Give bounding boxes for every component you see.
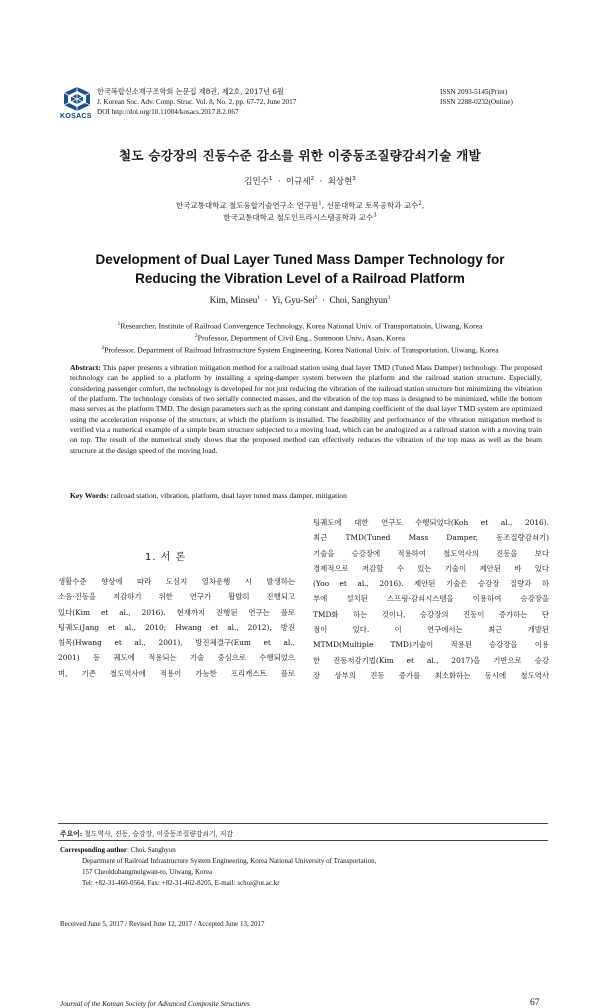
sup: 2 xyxy=(310,176,315,183)
separator: · xyxy=(319,177,323,187)
english-title xyxy=(0,250,600,288)
aff-text: Professor, Department of Railroad Infrastructure System Engineering, Korea National Univ. of Transportation, Uiwang, Korea xyxy=(104,345,499,355)
abstract xyxy=(70,363,542,456)
english-author-1: Kim, Minseu xyxy=(209,295,258,305)
footnote-divider xyxy=(58,840,548,841)
aff-text: Researcher, Institute of Railroad Convergence Technology, Korea National Univ. of Transportatioin, Uiwang, Korea xyxy=(120,321,483,331)
aff-text: 한국교통대학교 철도융합기술연구소 연구원 xyxy=(175,201,319,210)
body-line: 점이 있다. 이 연구에서는 최근 개발된 xyxy=(313,625,549,635)
aff-text: , 선문대학교 토목공학과 교수 xyxy=(321,201,419,210)
body-line: 팅궤도(Jang et al., 2010; Hwang et al., 2012), 방진 xyxy=(58,622,295,632)
english-affiliation-3 xyxy=(0,345,600,355)
sup: 2 xyxy=(314,295,318,301)
title-line-1: Development of Dual Layer Tuned Mass Damper Technology for xyxy=(95,252,505,267)
keywords xyxy=(70,491,542,500)
body-line: 있다(Kim et al., 2016). 현재까지 진행된 연구는 플로 xyxy=(58,607,295,617)
page-number: 67 xyxy=(530,998,540,1008)
sup: 1 xyxy=(268,176,273,183)
corr-label: Corresponding author xyxy=(60,846,127,854)
separator: · xyxy=(264,295,268,305)
body-line: (Yoo et al., 2016). 제안된 기술은 승강장 질량과 하 xyxy=(313,579,549,589)
journal-kor: 한국복합신소재구조학회 논문집 제8권, 제2호, 2017년 6월 xyxy=(97,87,284,96)
aff-text: , xyxy=(421,201,425,210)
journal-eng: J. Korean Soc. Adv. Comp. Struc. Vol. 8, No. 2, pp. 67-72, June 2017 xyxy=(97,98,297,106)
separator: · xyxy=(321,295,325,305)
footnote-divider xyxy=(58,823,548,824)
kosacs-logo-icon xyxy=(62,86,92,112)
body-line: 기술을 승강장에 적용하여 철도역사의 진동을 보다 xyxy=(313,548,549,558)
korean-affiliation-1 xyxy=(0,200,600,211)
korean-keywords-text: 철도역사, 진동, 승강장, 이중동조질량감쇠기, 저감 xyxy=(84,830,233,838)
body-line: 팅궤도에 대한 연구도 수행되었다(Koh et al., 2016). xyxy=(313,518,549,527)
issn-online: ISSN 2288-0232(Online) xyxy=(440,98,513,106)
received-dates: Received June 5, 2017 / Revised June 12, 2017 / Accepted June 13, 2017 xyxy=(60,920,265,928)
separator: · xyxy=(277,177,281,187)
korean-author-3: 최상현 xyxy=(327,177,353,187)
korean-author-2: 이규세 xyxy=(285,177,311,187)
abstract-text: This paper presents a vibration mitigation method for a railroad station using dual layer TMD (Tuned Mass Damper) technology. The proposed technology can be applied to a platform by installing a spring-damper system between the platform and the railroad station structure. Especially, considering passenger comfort, the technology is developed for not just reducing the vibration of the railroad station structure but minimizing the vibration of the platform. The technology consists of two serially connected masses, and the vibration of the top mass is designed to be minimized, while the bottom mass serves as the platform TMD. The design parameters such as the spring constant and damping coefficient of the dual layer TMD system are optimized using the acceleration response of the structure, at which the platform is installed. The feasibility and performance of the vibration mitigation method is verified via a numerical example of a simple beam structure subjected to a moving load, which can be analogized as a railroad station with a moving train on top. The result of the numerical study shows that the proposed method can effectively reduces the vibration of the top mass as well as the beam structure at the design speed of the moving load. xyxy=(70,363,542,455)
sup: 3 xyxy=(101,345,105,351)
korean-title: 철도 승강장의 진동수준 감소를 위한 이중동조질량감쇠기술 개발 xyxy=(118,148,482,163)
corresponding-author xyxy=(60,845,376,889)
sup: 2 xyxy=(418,200,422,207)
body-line: 한 진동저감기법(Kim et al., 2017)을 기반으로 승강 xyxy=(313,655,549,665)
journal-info xyxy=(97,87,296,117)
english-authors xyxy=(0,295,600,305)
body-line: 소음·진동을 저감하기 위한 연구가 활발히 진행되고 xyxy=(58,592,295,602)
korean-keywords-label: 주요어: xyxy=(60,830,83,838)
corr-addr: 157 Cheoldobangmulgwan-ro, Uiwang, Korea xyxy=(82,868,213,876)
corr-contact: Tel: +82-31-460-0564, Fax: +82-31-462-8205, E-mail: schoi@ut.ac.kr xyxy=(82,879,280,887)
english-author-3: Choi, Sanghyun xyxy=(329,295,388,305)
korean-affiliation-2 xyxy=(0,212,600,223)
sup: 1 xyxy=(318,200,322,207)
section-title: 1. 서 론 xyxy=(145,552,187,563)
body-column-left xyxy=(58,574,295,681)
footer-journal: Journal of the Korean Society for Advanced Composite Structures xyxy=(60,1000,250,1008)
body-line: 경제적으로 저감할 수 있는 기술이 제안된 바 있다 xyxy=(313,563,549,573)
sup: 1 xyxy=(257,295,261,301)
korean-keywords xyxy=(60,828,233,838)
body-line: 침목(Hwang et al., 2001), 방진체결구(Eum et al., xyxy=(58,638,295,648)
doi-link[interactable]: DOI http://doi.org/10.11004/kosacs.2017.8.2.067 xyxy=(97,108,239,116)
body-line: 며, 기존 철도역사에 적용이 가능한 프리캐스트 플로 xyxy=(58,668,295,678)
logo-text: KOSACS xyxy=(60,113,92,120)
aff-text: 한국교통대학교 철도인프라시스템공학과 교수 xyxy=(223,213,374,222)
corr-dept: Department of Railroad Infrastructure System Engineering, Korea National University of Transportation, xyxy=(82,857,377,865)
body-line: 부에 설치된 스프링-감쇠시스템을 이용하여 승강장을 xyxy=(313,594,549,604)
body-column-right xyxy=(313,515,549,683)
sup: 3 xyxy=(373,212,377,219)
sup: 2 xyxy=(194,333,198,339)
issn-print: ISSN 2093-5145(Print) xyxy=(440,88,508,96)
abstract-label: Abstract: xyxy=(70,363,101,372)
body-line: 2001) 등 궤도에 적용되는 기술 중심으로 수행되었으 xyxy=(58,653,295,663)
title-line-2: Reducing the Vibration Level of a Railroad Platform xyxy=(135,271,465,286)
english-author-2: Yi, Gyu-Sei xyxy=(271,295,315,305)
corr-name: : Choi, Sanghyun xyxy=(126,846,176,854)
sup: 1 xyxy=(117,321,121,327)
english-affiliation-1 xyxy=(0,321,600,331)
body-line: 최근 TMD(Tuned Mass Damper, 동조질량감쇠기) xyxy=(313,533,549,543)
aff-text: Professor, Department of Civil Eng., Sunmoon Univ., Asan, Korea xyxy=(197,333,406,343)
body-line: TMD화 하는 것이나, 승강장의 진동이 증가하는 단 xyxy=(313,609,549,619)
korean-authors xyxy=(0,175,600,187)
keywords-label: Key Words: xyxy=(70,491,109,500)
body-line: MTMD(Multiple TMD)기술이 적용된 승강장을 이용 xyxy=(313,640,549,650)
keywords-text: railroad station, vibration, platform, dual layer tuned mass damper, mitigation xyxy=(110,491,347,500)
sup: 3 xyxy=(352,176,356,183)
body-line: 장 상부의 진동 증가를 최소화하는 동시에 철도역사 xyxy=(313,670,549,680)
sup: 3 xyxy=(387,295,391,301)
english-affiliation-2 xyxy=(0,333,600,343)
body-line: 생활수준 향상에 따라 도심지 열차운행 시 발생하는 xyxy=(58,577,295,586)
issn-block xyxy=(440,87,513,107)
korean-author-1: 김민수 xyxy=(244,177,269,187)
